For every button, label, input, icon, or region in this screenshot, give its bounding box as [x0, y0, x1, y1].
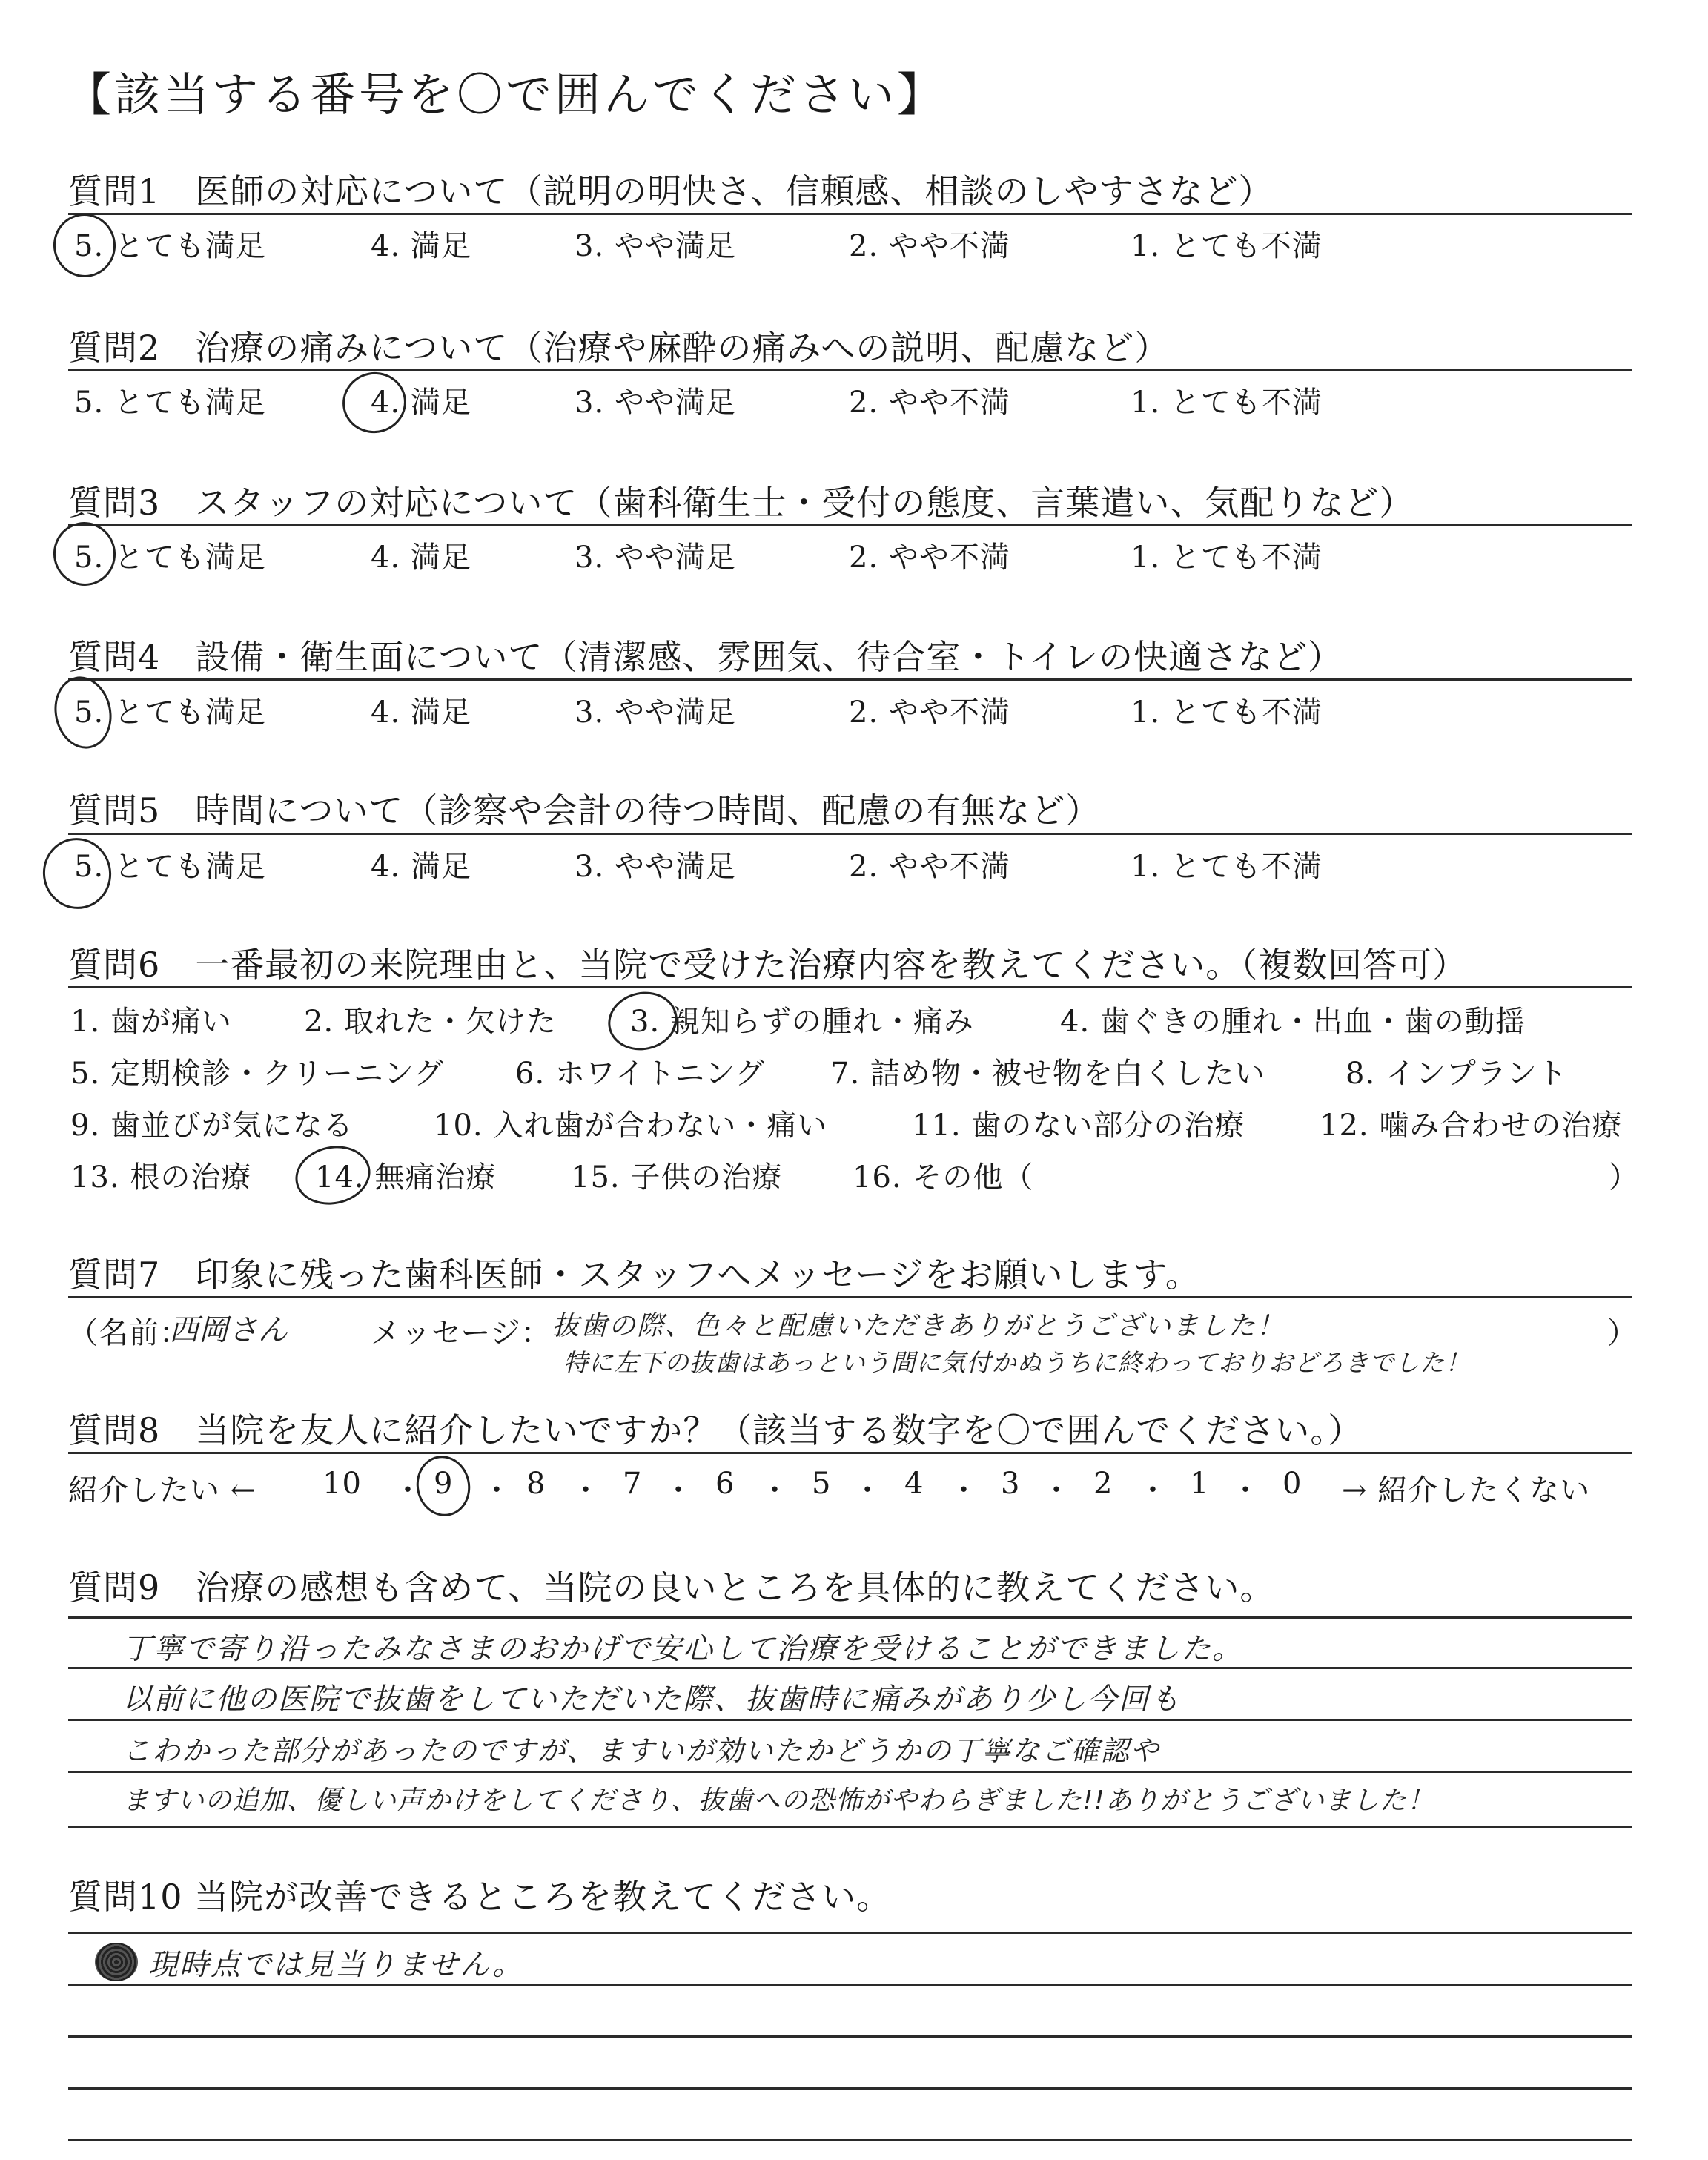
q6-option-12[interactable]: 12. 噛み合わせの治療 [1320, 1109, 1623, 1143]
q5-rule [68, 833, 1632, 835]
q6-option-14[interactable]: 14. 無痛治療 [315, 1160, 497, 1195]
q5-option-1[interactable]: 1. とても不満 [1131, 850, 1323, 884]
q8-sep: ・ [949, 1473, 979, 1507]
q6-selection-circle-14 [290, 1139, 376, 1212]
q3-selection-circle [47, 516, 122, 592]
q9-rule [68, 1616, 1632, 1619]
q6-title: 質問6 一番最初の来院理由と、当院で受けた治療内容を教えてください。（複数回答可） [68, 945, 1468, 985]
q8-scale-5[interactable]: 5 [812, 1467, 832, 1501]
q8-sep: ・ [571, 1473, 601, 1507]
q1-title: 質問1 医師の対応について（説明の明快さ、信頼感、相談のしやすさなど） [68, 171, 1274, 211]
q8-scale-0[interactable]: 0 [1282, 1467, 1302, 1501]
q2-rule [68, 369, 1632, 371]
q7-title: 質問7 印象に残った歯科医師・スタッフへメッセージをお願いします。 [68, 1255, 1200, 1295]
q8-scale-4[interactable]: 4 [904, 1467, 924, 1501]
q6-option-9[interactable]: 9. 歯並びが気になる [70, 1109, 354, 1143]
q10-rule [68, 1984, 1632, 1986]
q2-option-3[interactable]: 3. やや満足 [575, 386, 736, 420]
q8-sep: ・ [1042, 1473, 1072, 1507]
q2-selection-circle [337, 366, 411, 439]
q7-name-value[interactable]: 西岡さん [169, 1313, 288, 1347]
q2-option-2[interactable]: 2. やや不満 [849, 386, 1010, 420]
q6-option-3[interactable]: 3. 親知らずの腫れ・痛み [630, 1005, 974, 1039]
q8-title: 質問8 当院を友人に紹介したいですか？（該当する数字を〇で囲んでください。） [68, 1410, 1363, 1450]
q9-answer-line-1[interactable]: 丁寧で寄り沿ったみなさまのおかげで安心して治療を受けることができました。 [122, 1632, 1243, 1666]
q6-option-8[interactable]: 8. インプラント [1345, 1057, 1568, 1091]
q2-option-4[interactable]: 4. 満足 [371, 386, 471, 420]
q10-rule [68, 1932, 1632, 1934]
q1-option-5[interactable]: 5. とても満足 [74, 229, 266, 263]
q4-title: 質問4 設備・衛生面について（清潔感、雰囲気、待合室・トイレの快適さなど） [68, 637, 1343, 677]
q8-scale-6[interactable]: 6 [715, 1467, 735, 1501]
q8-sep: ・ [853, 1473, 883, 1507]
q6-option-10[interactable]: 10. 入れ歯が合わない・痛い [434, 1109, 828, 1143]
q1-selection-circle [47, 208, 122, 283]
q5-option-5[interactable]: 5. とても満足 [74, 850, 266, 884]
ink-scribble-icon [95, 1943, 138, 1981]
q6-option-11[interactable]: 11. 歯のない部分の治療 [912, 1109, 1245, 1143]
q6-rule [68, 986, 1632, 988]
q3-option-4[interactable]: 4. 満足 [371, 541, 471, 575]
q9-answer-line-2[interactable]: 以前に他の医院で抜歯をしていただいた際、抜歯時に痛みがあり少し今回も [122, 1682, 1181, 1717]
q1-option-2[interactable]: 2. やや不満 [849, 229, 1010, 263]
q3-option-3[interactable]: 3. やや満足 [575, 541, 736, 575]
q4-option-1[interactable]: 1. とても不満 [1131, 696, 1323, 730]
q10-rule [68, 2087, 1632, 2090]
q6-option-4[interactable]: 4. 歯ぐきの腫れ・出血・歯の動揺 [1060, 1005, 1526, 1039]
q6-option-5[interactable]: 5. 定期検診・クリーニング [70, 1057, 445, 1091]
q1-option-3[interactable]: 3. やや満足 [575, 229, 736, 263]
q9-rule [68, 1826, 1632, 1828]
q7-name-label: （名前： [68, 1316, 190, 1350]
q8-scale-3[interactable]: 3 [1001, 1467, 1021, 1501]
q1-rule [68, 213, 1632, 215]
survey-heading: 【該当する番号を〇で囲んでください】 [65, 67, 947, 122]
q6-option-15[interactable]: 15. 子供の治療 [571, 1160, 783, 1195]
q8-sep: ・ [663, 1473, 694, 1507]
q8-rule [68, 1452, 1632, 1454]
q2-title: 質問2 治療の痛みについて（治療や麻酔の痛みへの説明、配慮など） [68, 328, 1170, 368]
q3-option-2[interactable]: 2. やや不満 [849, 541, 1010, 575]
q8-right-label: → 紹介したくない [1342, 1473, 1591, 1507]
q8-sep: ・ [482, 1473, 512, 1507]
q4-selection-circle [48, 671, 119, 754]
q5-option-2[interactable]: 2. やや不満 [849, 850, 1010, 884]
q8-left-label: 紹介したい ← [68, 1473, 256, 1507]
q8-scale-1[interactable]: 1 [1190, 1467, 1210, 1501]
q6-option-1[interactable]: 1. 歯が痛い [70, 1005, 232, 1039]
q8-sep: ・ [760, 1473, 790, 1507]
q10-rule [68, 2139, 1632, 2141]
q8-selection-circle [411, 1450, 475, 1521]
q8-sep: ・ [393, 1473, 423, 1507]
q6-option-16[interactable]: 16. その他（ [853, 1160, 1034, 1195]
q4-rule [68, 678, 1632, 681]
q2-option-1[interactable]: 1. とても不満 [1131, 386, 1323, 420]
q9-answer-line-4[interactable]: ますいの追加、優しい声かけをしてくださり、抜歯への恐怖がやわらぎました!!ありがとうございました！ [122, 1786, 1434, 1816]
q9-answer-line-3[interactable]: こわかった部分があったのですが、ますいが効いたかどうかの丁寧なご確認や [122, 1734, 1160, 1767]
q5-title: 質問5 時間について（診察や会計の待つ時間、配慮の有無など） [68, 790, 1101, 830]
q6-selection-circle-3 [603, 985, 683, 1057]
q6-option-7[interactable]: 7. 詰め物・被せ物を白くしたい [830, 1057, 1265, 1091]
q8-scale-9[interactable]: 9 [434, 1467, 454, 1501]
q8-sep: ・ [1231, 1473, 1261, 1507]
q4-option-3[interactable]: 3. やや満足 [575, 696, 736, 730]
q7-message-label: メッセージ： [371, 1316, 552, 1350]
q3-option-1[interactable]: 1. とても不満 [1131, 541, 1323, 575]
q2-option-5[interactable]: 5. とても満足 [74, 386, 266, 420]
q6-option-13[interactable]: 13. 根の治療 [70, 1160, 252, 1195]
q3-option-5[interactable]: 5. とても満足 [74, 541, 266, 575]
q8-scale-10[interactable]: 10 [322, 1467, 362, 1501]
q7-message-line-2[interactable]: 特に左下の抜歯はあっという間に気付かぬうちに終わっておりおどろきでした！ [563, 1348, 1471, 1377]
q7-message-line-1[interactable]: 抜歯の際、色々と配慮いただきありがとうございました！ [552, 1311, 1285, 1341]
q6-option-6[interactable]: 6. ホワイトニング [515, 1057, 766, 1091]
q4-option-5[interactable]: 5. とても満足 [74, 696, 266, 730]
q5-option-3[interactable]: 3. やや満足 [575, 850, 736, 884]
q8-scale-2[interactable]: 2 [1093, 1467, 1113, 1501]
q4-option-2[interactable]: 2. やや不満 [849, 696, 1010, 730]
q1-option-1[interactable]: 1. とても不満 [1131, 229, 1323, 263]
q8-scale-7[interactable]: 7 [623, 1467, 643, 1501]
q3-rule [68, 524, 1632, 526]
q9-title: 質問9 治療の感想も含めて、当院の良いところを具体的に教えてください。 [68, 1568, 1275, 1608]
q6-option-2[interactable]: 2. 取れた・欠けた [304, 1005, 557, 1039]
q1-option-4[interactable]: 4. 満足 [371, 229, 471, 263]
q7-close-paren: ） [1607, 1316, 1638, 1350]
q10-answer-line-1[interactable]: 現時点では見当りません。 [148, 1948, 524, 1982]
q10-title: 質問10 当院が改善できるところを教えてください。 [68, 1877, 892, 1917]
q9-rule [68, 1771, 1632, 1773]
q6-other-close-paren: ） [1609, 1160, 1639, 1195]
q7-rule [68, 1296, 1632, 1298]
q10-rule [68, 2035, 1632, 2038]
q8-scale-8[interactable]: 8 [526, 1467, 546, 1501]
q3-title: 質問3 スタッフの対応について（歯科衛生士・受付の態度、言葉遣い、気配りなど） [68, 483, 1414, 523]
q9-rule [68, 1719, 1632, 1721]
q8-sep: ・ [1138, 1473, 1168, 1507]
q4-option-4[interactable]: 4. 満足 [371, 696, 471, 730]
q5-option-4[interactable]: 4. 満足 [371, 850, 471, 884]
